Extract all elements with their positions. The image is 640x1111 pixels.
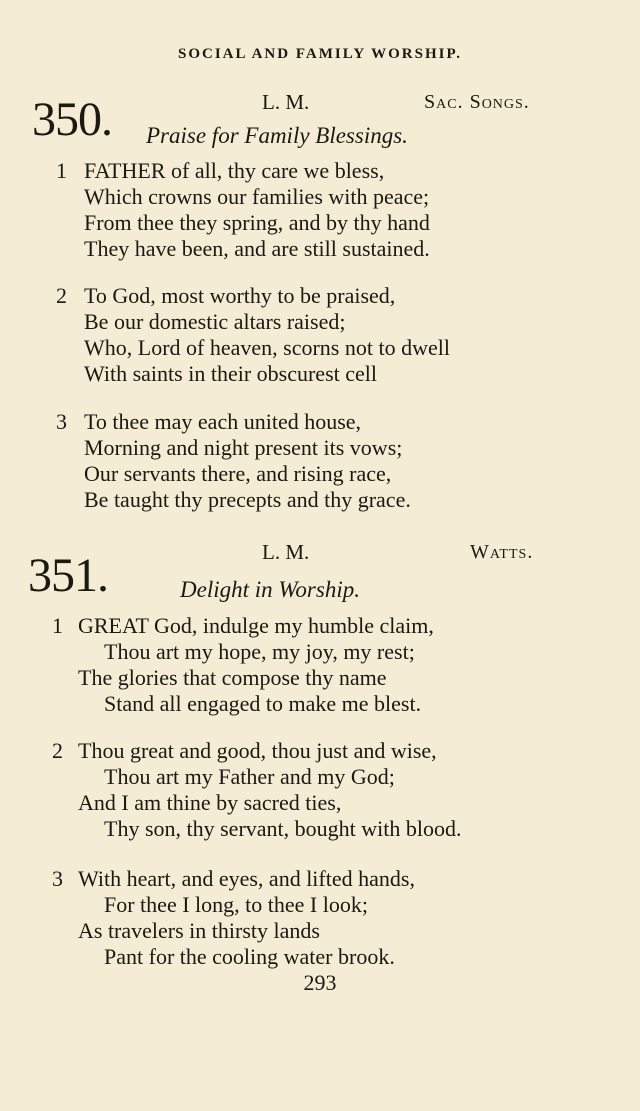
verse-line: Stand all engaged to make me blest. bbox=[104, 691, 422, 716]
hymn-meter: L. M. bbox=[262, 540, 310, 564]
hymn-author: Sac. Songs. bbox=[424, 91, 530, 113]
verse-line: Which crowns our families with peace; bbox=[84, 184, 430, 209]
page-number: 293 bbox=[303, 970, 337, 995]
verse-number: 2 bbox=[56, 283, 67, 308]
verse-line: And I am thine by sacred ties, bbox=[78, 790, 342, 815]
hymn-title: Delight in Worship. bbox=[180, 577, 360, 602]
verse-line: Who, Lord of heaven, scorns not to dwell bbox=[84, 335, 450, 360]
hymn-meter: L. M. bbox=[262, 90, 310, 114]
hymn-title: Praise for Family Blessings. bbox=[146, 123, 408, 148]
verse-number: 3 bbox=[52, 866, 63, 891]
hymn-author: Watts. bbox=[470, 541, 534, 563]
verse-line: Thou art my hope, my joy, my rest; bbox=[104, 639, 415, 664]
verse-line: They have been, and are still sustained. bbox=[84, 236, 430, 261]
verse-number: 3 bbox=[56, 409, 67, 434]
verse-line: Be taught thy precepts and thy grace. bbox=[84, 487, 411, 512]
verse-line: Morning and night present its vows; bbox=[84, 435, 403, 460]
verse-line: Thou art my Father and my God; bbox=[104, 764, 395, 789]
verse-line: With saints in their obscurest cell bbox=[84, 361, 377, 386]
verse-line: For thee I long, to thee I look; bbox=[104, 892, 368, 917]
verse-number: 1 bbox=[52, 613, 63, 638]
hymn-number: 351. bbox=[28, 549, 108, 602]
verse-line: As travelers in thirsty lands bbox=[78, 918, 320, 943]
verse-line: Pant for the cooling water brook. bbox=[104, 944, 395, 969]
verse-line: With heart, and eyes, and lifted hands, bbox=[78, 866, 415, 891]
running-head: SOCIAL AND FAMILY WORSHIP. bbox=[177, 46, 462, 62]
verse-line: Thy son, thy servant, bought with blood. bbox=[104, 816, 462, 841]
hymn-number: 350. bbox=[32, 93, 112, 146]
verse-line: Be our domestic altars raised; bbox=[84, 309, 346, 334]
verse-line: The glories that compose thy name bbox=[78, 665, 387, 690]
verse-line: Thou great and good, thou just and wise, bbox=[78, 738, 437, 763]
verse-line: From thee they spring, and by thy hand bbox=[84, 210, 430, 235]
verse-line: To God, most worthy to be praised, bbox=[84, 283, 396, 308]
verse-line: Our servants there, and rising race, bbox=[84, 461, 392, 486]
verse-number: 1 bbox=[56, 158, 67, 183]
verse-line: FATHER of all, thy care we bless, bbox=[84, 158, 385, 183]
verse-line: GREAT God, indulge my humble claim, bbox=[78, 613, 434, 638]
verse-number: 2 bbox=[52, 738, 63, 763]
verse-line: To thee may each united house, bbox=[84, 409, 362, 434]
